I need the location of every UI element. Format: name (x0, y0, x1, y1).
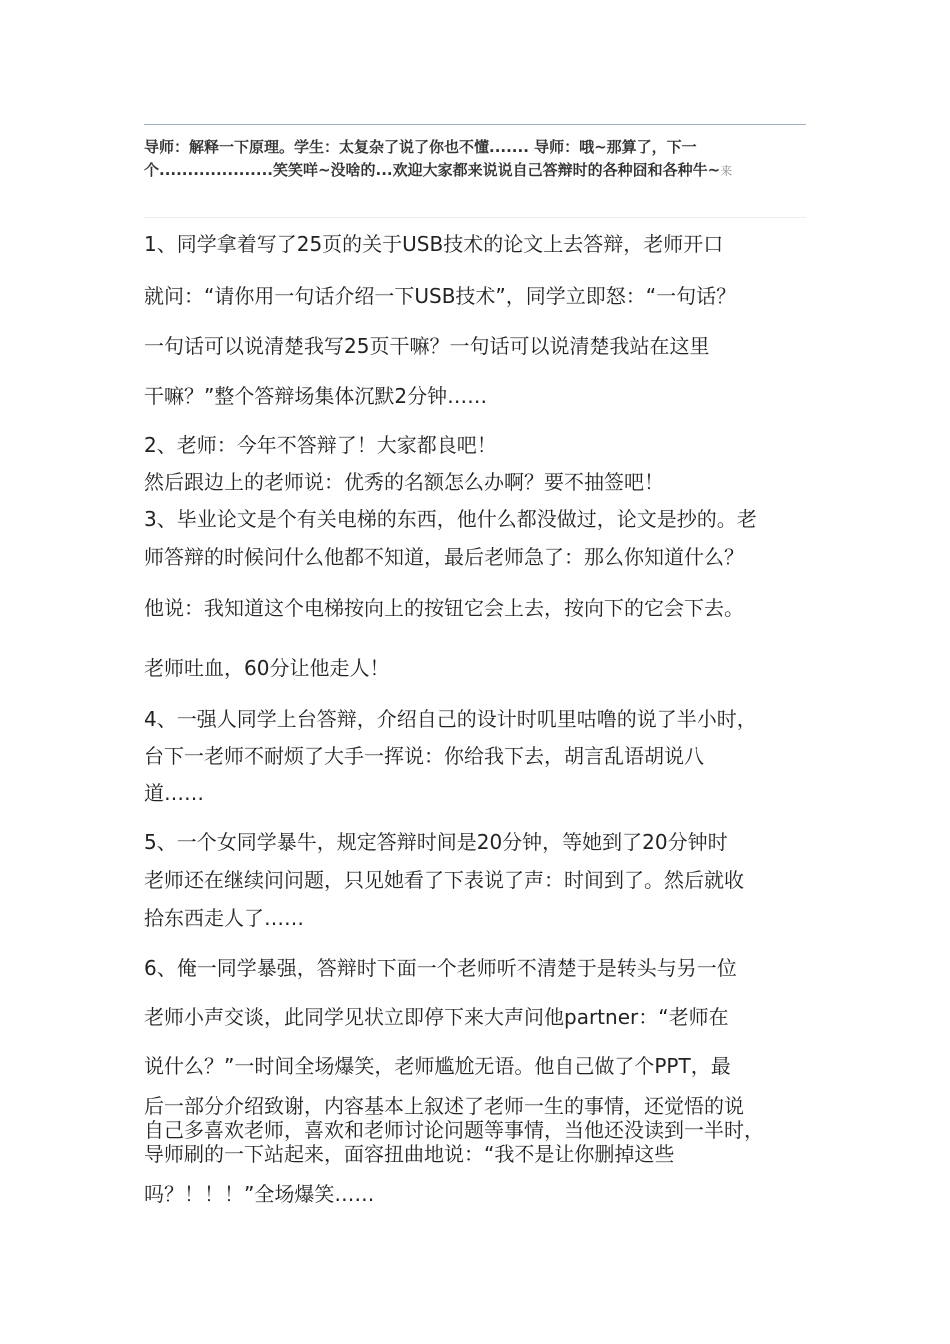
story-4-line-1: 4、一强人同学上台答辩，介绍自己的设计时叽里咕噜的说了半小时， (144, 707, 757, 731)
story-3-line-3: 他说：我知道这个电梯按向上的按钮它会上去，按向下的它会下去。 (144, 596, 744, 620)
intro-divider (144, 217, 806, 218)
story-5-line-2: 老师还在继续问问题，只见她看了下表说了声：时间到了。然后就收 (144, 868, 744, 892)
story-6-line-4: 后一部分介绍致谢，内容基本上叙述了老师一生的事情，还觉悟的说 (144, 1094, 744, 1118)
story-1-line-3: 一句话可以说清楚我写25页干嘛？一句话可以说清楚我站在这里 (144, 334, 710, 358)
story-1-line-4: 干嘛？”整个答辩场集体沉默2分钟…… (144, 384, 488, 408)
story-3-line-4: 老师吐血，60分让他走人！ (144, 656, 390, 680)
story-4-line-3: 道…… (144, 781, 204, 805)
story-1-line-1: 1、同学拿着写了25页的关于USB技术的论文上去答辩，老师开口 (144, 232, 724, 256)
story-6-line-6: 导师刷的一下站起来，面容扭曲地说：“我不是让你删掉这些 (144, 1142, 675, 1166)
story-2-line-1: 2、老师：今年不答辩了！大家都良吧！ (144, 433, 497, 457)
story-5-line-3: 拾东西走人了…… (144, 906, 304, 930)
story-3-line-2: 师答辩的时候问什么他都不知道，最后老师急了：那么你知道什么？ (144, 545, 744, 569)
story-6-line-1: 6、俺一同学暴强，答辩时下面一个老师听不清楚于是转头与另一位 (144, 956, 737, 980)
story-6-line-7: 吗？！！！”全场爆笑…… (144, 1182, 375, 1206)
story-6-line-3: 说什么？”一时间全场爆笑，老师尴尬无语。他自己做了个PPT，最 (144, 1054, 731, 1078)
story-3-line-1: 3、毕业论文是个有关电梯的东西，他什么都没做过，论文是抄的。老 (144, 507, 757, 531)
story-1-line-2: 就问：“请你用一句话介绍一下USB技术”，同学立即怒：“一句话？ (144, 284, 737, 308)
story-4-line-2: 台下一老师不耐烦了大手一挥说：你给我下去，胡言乱语胡说八 (144, 744, 704, 768)
top-divider (144, 124, 806, 125)
intro-source: 来 (720, 164, 733, 178)
story-6-line-2: 老师小声交谈，此同学见状立即停下来大声问他partner：“老师在 (144, 1005, 729, 1029)
story-5-line-1: 5、一个女同学暴牛，规定答辩时间是20分钟，等她到了20分钟时 (144, 830, 728, 854)
story-2-line-2: 然后跟边上的老师说：优秀的名额怎么办啊？要不抽签吧！ (144, 470, 664, 494)
intro-paragraph (144, 136, 809, 183)
story-6-line-5: 自己多喜欢老师，喜欢和老师讨论问题等事情，当他还没读到一半时， (144, 1118, 764, 1142)
intro-text: 导师：解释一下原理。学生：太复杂了说了你也不懂....... 导师：哦~那算了，下一个....................笑笑咩~没啥的...欢迎大家都来说说自己答辩时的各种囧和各种牛~ (144, 138, 721, 179)
